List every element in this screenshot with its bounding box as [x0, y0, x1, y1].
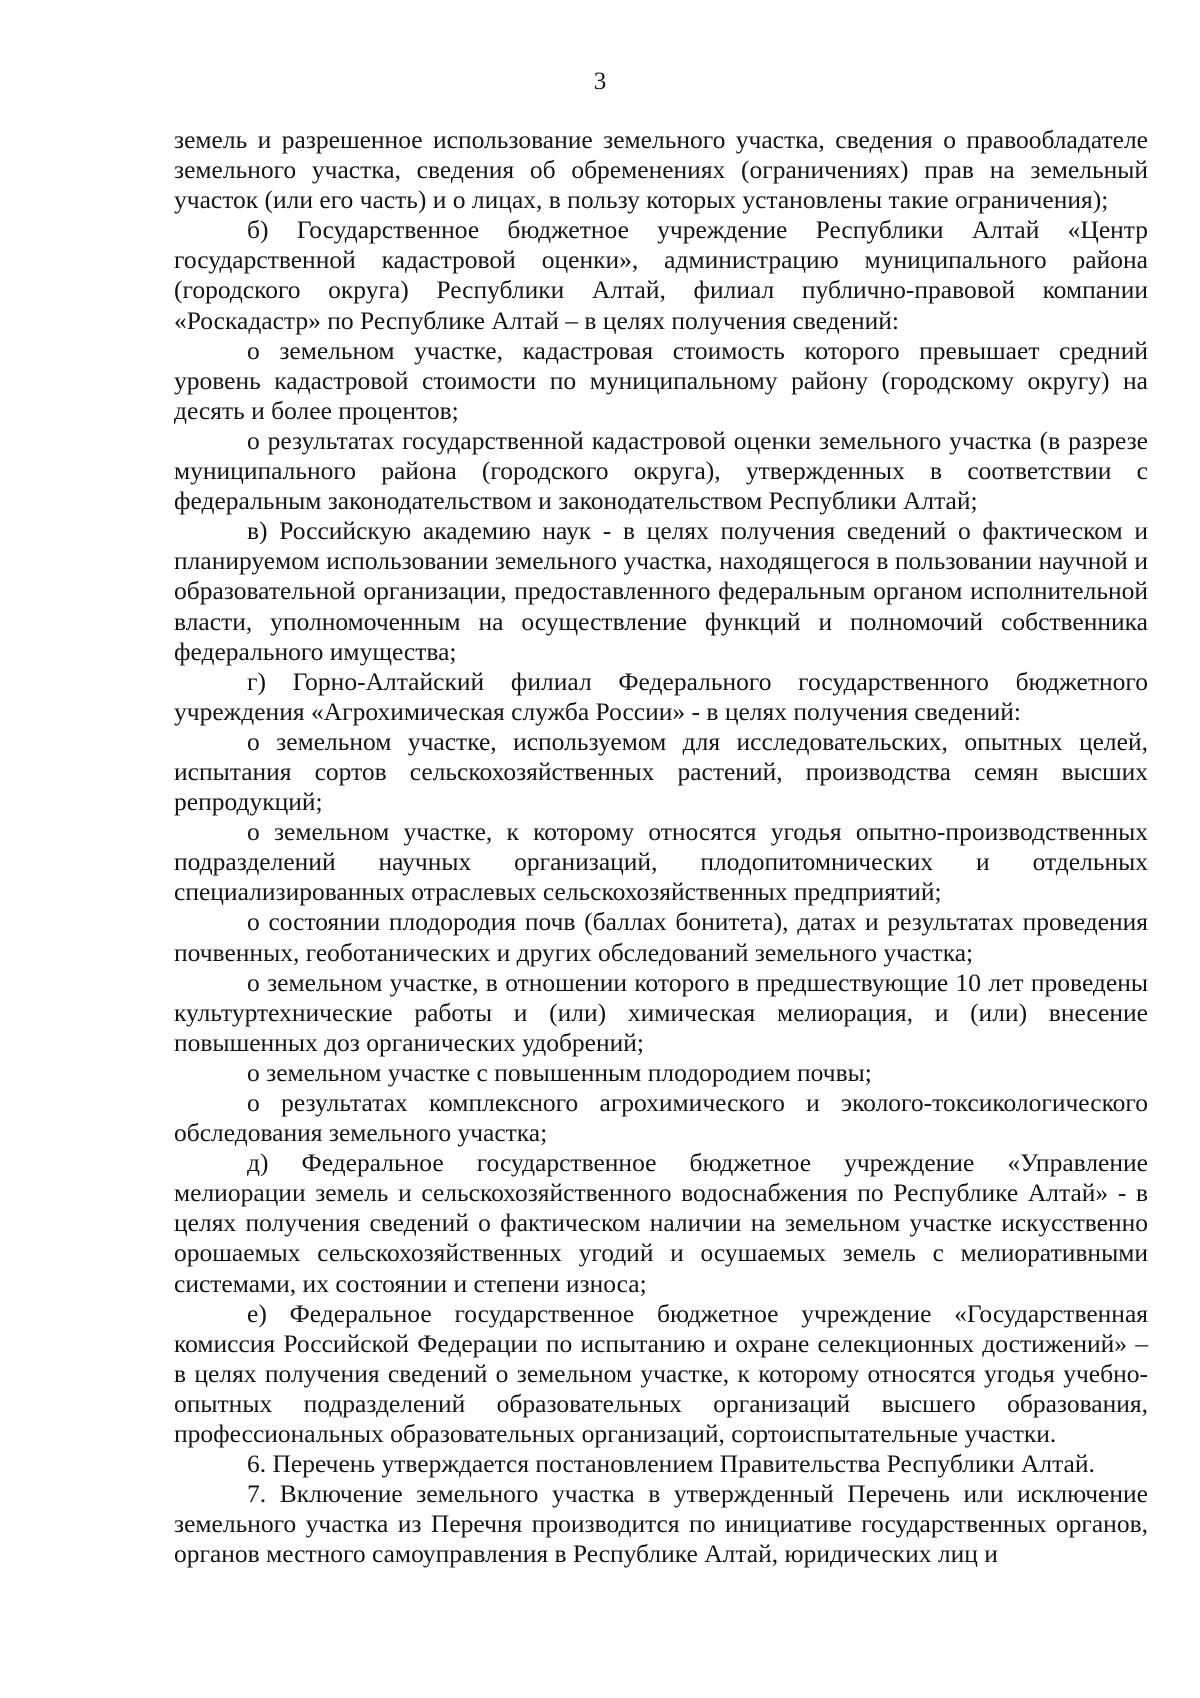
paragraph-item-e: е) Федеральное государственное бюджетное учреждение «Государственная комиссия Российской Федерации по испытанию и охране селекционных достижений» – в целях получения сведений о земельном участке, к которому относятся угодья учебно-опытных подразделений образовательных организаций высшего образования, профессиональных образовательных организаций, сортоиспытательные участки. [174, 1298, 1148, 1449]
paragraph-experimental-lands: о земельном участке, к которому относятся угодья опытно-производственных подразделений научных организаций, плодопитомнических и отдельных специализированных отраслевых сельскохозяйственных предприятий; [174, 817, 1148, 907]
paragraph-continuation: земель и разрешенное использование земельного участка, сведения о правообладателе земельного участка, сведения об обременениях (ограничениях) прав на земельный участок (или его часть) и о лицах, в пользу которых установлены такие ограничения); [174, 125, 1148, 215]
paragraph-soil-fertility: о состоянии плодородия почв (баллах бонитета), датах и результатах проведения почвенных, геоботанических и других обследований земельного участка; [174, 907, 1148, 967]
page-number: 3 [593, 68, 607, 95]
paragraph-item-v: в) Российскую академию наук - в целях получения сведений о фактическом и планируемом использовании земельного участка, находящегося в пользовании научной и образовательной организации, предоставленного федеральным органом исполнительной власти, уполномоченным на осуществление функций и полномочий собственника федерального имущества; [174, 516, 1148, 666]
paragraph-item-g: г) Горно-Алтайский филиал Федерального государственного бюджетного учреждения «Агрохимическая служба России» - в целях получения сведений: [174, 666, 1148, 726]
paragraph-research-use: о земельном участке, используемом для исследовательских, опытных целей, испытания сортов сельскохозяйственных растений, производства семян высших репродукций; [174, 726, 1148, 817]
paragraph-item-6: 6. Перечень утверждается постановлением Правительства Республики Алтай. [247, 1449, 1095, 1479]
paragraph-land-reclamation: о земельном участке, в отношении которого в предшествующие 10 лет проведены культуртехнические работы и (или) химическая мелиорация, и (или) внесение повышенных доз органических удобрений; [174, 967, 1148, 1057]
paragraph-agrochemical-survey: о результатах комплексного агрохимического и эколого-токсикологического обследования земельного участка; [174, 1088, 1148, 1148]
paragraph-item-b: б) Государственное бюджетное учреждение Республики Алтай «Центр государственной кадастровой оценки», администрацию муниципального района (городского округа) Республики Алтай, филиал публично-правовой компании «Роскадастр» по Республике Алтай – в целях получения сведений: [174, 215, 1148, 335]
document-body [174, 125, 1148, 1570]
paragraph-high-fertility: о земельном участке с повышенным плодородием почвы; [247, 1057, 872, 1087]
paragraph-item-d: д) Федеральное государственное бюджетное учреждение «Управление мелиорации земель и сельскохозяйственного водоснабжения по Республике Алтай» - в целях получения сведений о фактическом наличии на земельном участке искусственно орошаемых сельскохозяйственных угодий и осушаемых земель с мелиоративными системами, их состоянии и степени износа; [174, 1148, 1148, 1298]
paragraph-item-7: 7. Включение земельного участка в утвержденный Перечень или исключение земельного участка из Перечня производится по инициативе государственных органов, органов местного самоуправления в Республике Алтай, юридических лиц и [174, 1479, 1148, 1569]
paragraph-cadastral-results: о результатах государственной кадастровой оценки земельного участка (в разрезе муниципального района (городского округа), утвержденных в соответствии с федеральным законодательством и законодательством Республики Алтай; [174, 425, 1148, 516]
paragraph-cadastral-value: о земельном участке, кадастровая стоимость которого превышает средний уровень кадастровой стоимости по муниципальному району (городскому округу) на десять и более процентов; [174, 335, 1148, 425]
